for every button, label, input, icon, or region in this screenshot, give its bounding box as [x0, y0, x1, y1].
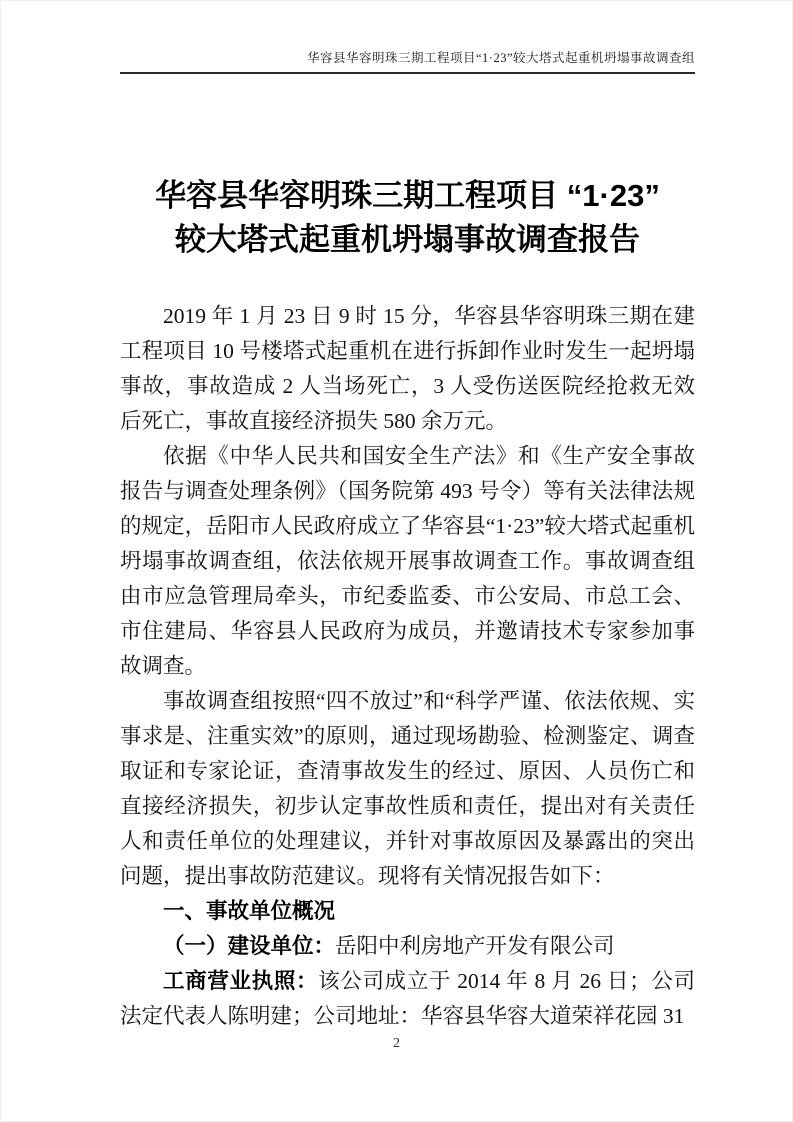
running-header: 华容县华容明珠三期工程项目“1·23”较大塔式起重机坍塌事故调查组: [120, 50, 695, 74]
body-paragraph-legal-basis: 依据《中华人民共和国安全生产法》和《生产安全事故报告与调查处理条例》（国务院第 493 号令）等有关法律法规的规定，岳阳市人民政府成立了华容县“1·23”较大塔式起重机坍塌事故调查组，依法依规开展事故调查工作。事故调查组由市应急管理局牵头，市纪委监委、市公安局、市总工会、市住建局、华容县人民政府为成员，并邀请技术专家参加事故调查。: [120, 444, 695, 678]
subsection-construction-unit-label: （一）建设单位：: [163, 934, 336, 958]
report-title-line-2: 较大塔式起重机坍塌事故调查报告: [175, 222, 640, 257]
page-number: 2: [393, 1036, 400, 1051]
report-title-line-1: 华容县华容明珠三期工程项目 “1·23”: [155, 178, 660, 213]
document-body: [120, 299, 695, 1034]
body-paragraph-intro: 2019 年 1 月 23 日 9 时 15 分，华容县华容明珠三期在建工程项目 10 号楼塔式起重机在进行拆卸作业时发生一起坍塌事故，事故造成 2 人当场死亡，3 人受伤送医院经抢救无效后死亡，事故直接经济损失 580 余万元。: [120, 304, 695, 433]
subsection-business-license-label: 工商营业执照：: [163, 969, 319, 993]
subsection-construction-unit-value: 岳阳中利房地产开发有限公司: [335, 934, 615, 958]
subsection-business-license-value: 该公司成立于 2014 年 8 月 26 日；公司法定代表人陈明建；公司地址：华容县华容大道荣祥花园 31: [120, 969, 695, 1028]
body-paragraph-principles: 事故调查组按照“四不放过”和“科学严谨、依法依规、实事求是、注重实效”的原则，通过现场勘验、检测鉴定、调查取证和专家论证，查清事故发生的经过、原因、人员伤亡和直接经济损失，初步认定事故性质和责任，提出对有关责任人和责任单位的处理建议，并针对事故原因及暴露出的突出问题，提出事故防范建议。现将有关情况报告如下：: [120, 689, 695, 888]
subsection-construction-unit: [120, 929, 695, 964]
section-heading-unit-overview: 一、事故单位概况: [163, 899, 336, 923]
report-title: [110, 174, 705, 262]
subsection-business-license: [120, 964, 695, 1034]
